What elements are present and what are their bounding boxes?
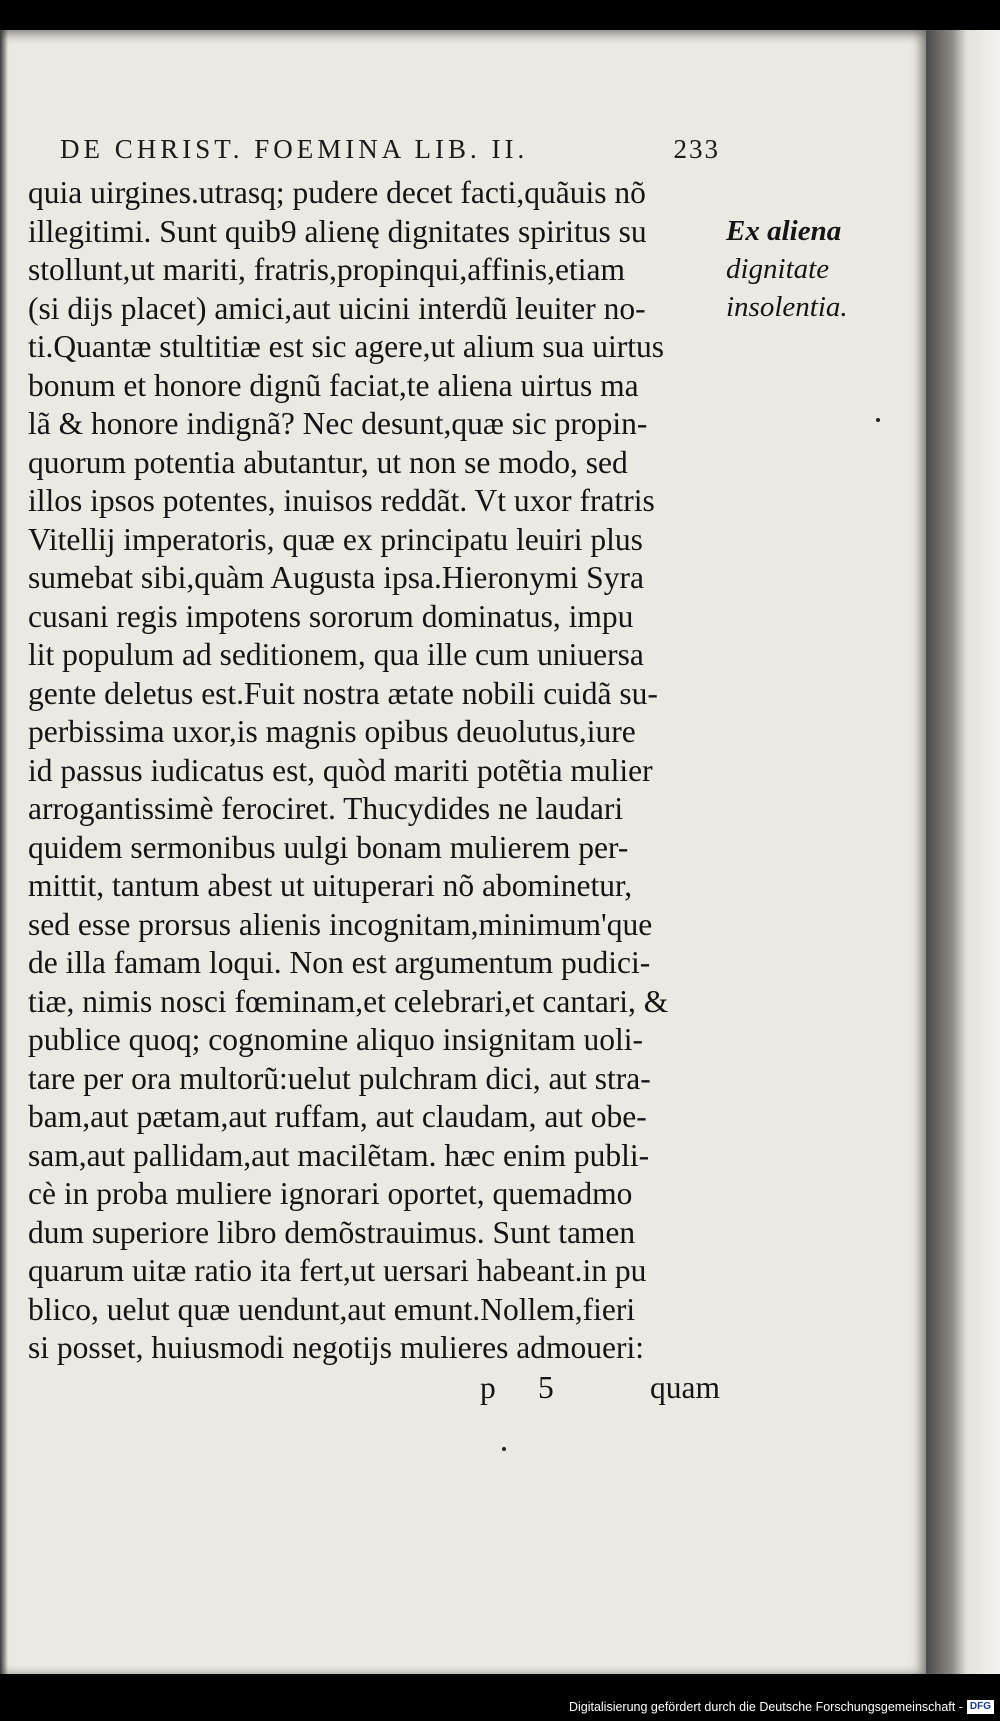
page-edge (926, 30, 1000, 1674)
ink-speck (502, 1447, 506, 1451)
text-line: Vitellij imperatoris, quæ ex principatu leuiri plus (28, 521, 643, 557)
text-line: si posset, huiusmodi negotijs mulieres admoueri: (28, 1330, 644, 1365)
text-line: tiæ, nimis nosci fœminam,et celebrari,et cantari, & (28, 983, 669, 1019)
text-line: gente deletus est.Fuit nostra ætate nobili cuidã su- (28, 675, 658, 711)
text-line: arrogantissimè ferociret. Thucydides ne laudari (28, 791, 624, 826)
text-line: sumebat sibi,quàm Augusta ipsa.Hieronymi Syra (28, 560, 644, 595)
text-line: lã & honore indignã? Nec desunt,quæ sic propin- (28, 406, 648, 441)
catchword: quam (650, 1370, 720, 1405)
dfg-logo: DFG (967, 1700, 994, 1714)
signature-mark: p (480, 1370, 496, 1405)
text-line: id passus iudicatus est, quòd mariti potẽtia mulier (28, 752, 653, 788)
signature-number: 5 (538, 1370, 554, 1405)
text-line: (si dijs placet) amici,aut uicini interdũ leuiter no- (28, 290, 646, 326)
marginal-note-line: Ex aliena (726, 215, 842, 247)
text-line: illos ipsos potentes, inuisos reddãt. Vt uxor fratris (28, 483, 655, 518)
text-line: de illa famam loqui. Non est argumentum pudici- (28, 945, 651, 980)
running-head (60, 134, 720, 170)
text-line: ti.Quantæ stultitiæ est sic agere,ut alium sua uirtus (28, 329, 665, 364)
text-line: cusani regis impotens sororum dominatus, impu (28, 598, 634, 634)
text-line: publice quoq; cognomine aliquo insignitam uoli- (28, 1022, 644, 1057)
text-line: sam,aut pallidam,aut macilẽtam. hæc enim publi- (28, 1137, 650, 1173)
marginal-note (726, 212, 856, 326)
running-head-title: DE CHRIST. FOEMINA LIB. II. (60, 134, 529, 164)
gutter-shadow (0, 30, 8, 1674)
text-line: quidem sermonibus uulgi bonam mulierem per- (28, 829, 629, 865)
text-line: bonum et honore dignũ faciat,te aliena uirtus ma (28, 367, 639, 403)
text-line: blico, uelut quæ uendunt,aut emunt.Nollem,fieri (28, 1291, 636, 1327)
signature-line (480, 1370, 720, 1410)
text-line: quarum uitæ ratio ita fert,ut uersari habeant.in pu (28, 1253, 647, 1288)
page-number: 233 (673, 134, 720, 164)
text-line: dum superiore libro demõstrauimus. Sunt tamen (28, 1214, 636, 1250)
text-line: bam,aut pætam,aut ruffam, aut claudam, aut obe- (28, 1099, 647, 1134)
text-line: perbissima uxor,is magnis opibus deuolutus,iure (28, 714, 636, 749)
text-line: quorum potentia abutantur, ut non se modo, sed (28, 444, 628, 480)
ink-speck (876, 418, 880, 422)
marginal-note-line: insolentia. (726, 291, 848, 323)
footer-credit: Digitalisierung gefördert durch die Deutsche Forschungsgemeinschaft - (568, 1700, 963, 1714)
text-line: cè in proba muliere ignorari oportet, quemadmo (28, 1176, 633, 1211)
marginal-note-line: dignitate (726, 253, 830, 285)
text-line: tare per ora multorũ:uelut pulchram dici, aut stra- (28, 1060, 651, 1096)
text-line: illegitimi. Sunt quib9 alienę dignitates spiritus su (28, 213, 647, 249)
text-line: sed esse prorsus alienis incognitam,minimum'que (28, 906, 653, 942)
text-line: quia uirgines.utrasq; pudere decet facti,quãuis nõ (28, 175, 646, 210)
text-line: lit populum ad seditionem, qua ille cum uniuersa (28, 637, 644, 672)
text-line: stollunt,ut mariti, fratris,propinqui,affinis,etiam (28, 252, 625, 287)
digitization-footer (569, 1697, 994, 1717)
text-line: mittit, tantum abest ut uituperari nõ abominetur, (28, 868, 633, 903)
main-text-block (28, 174, 724, 1368)
